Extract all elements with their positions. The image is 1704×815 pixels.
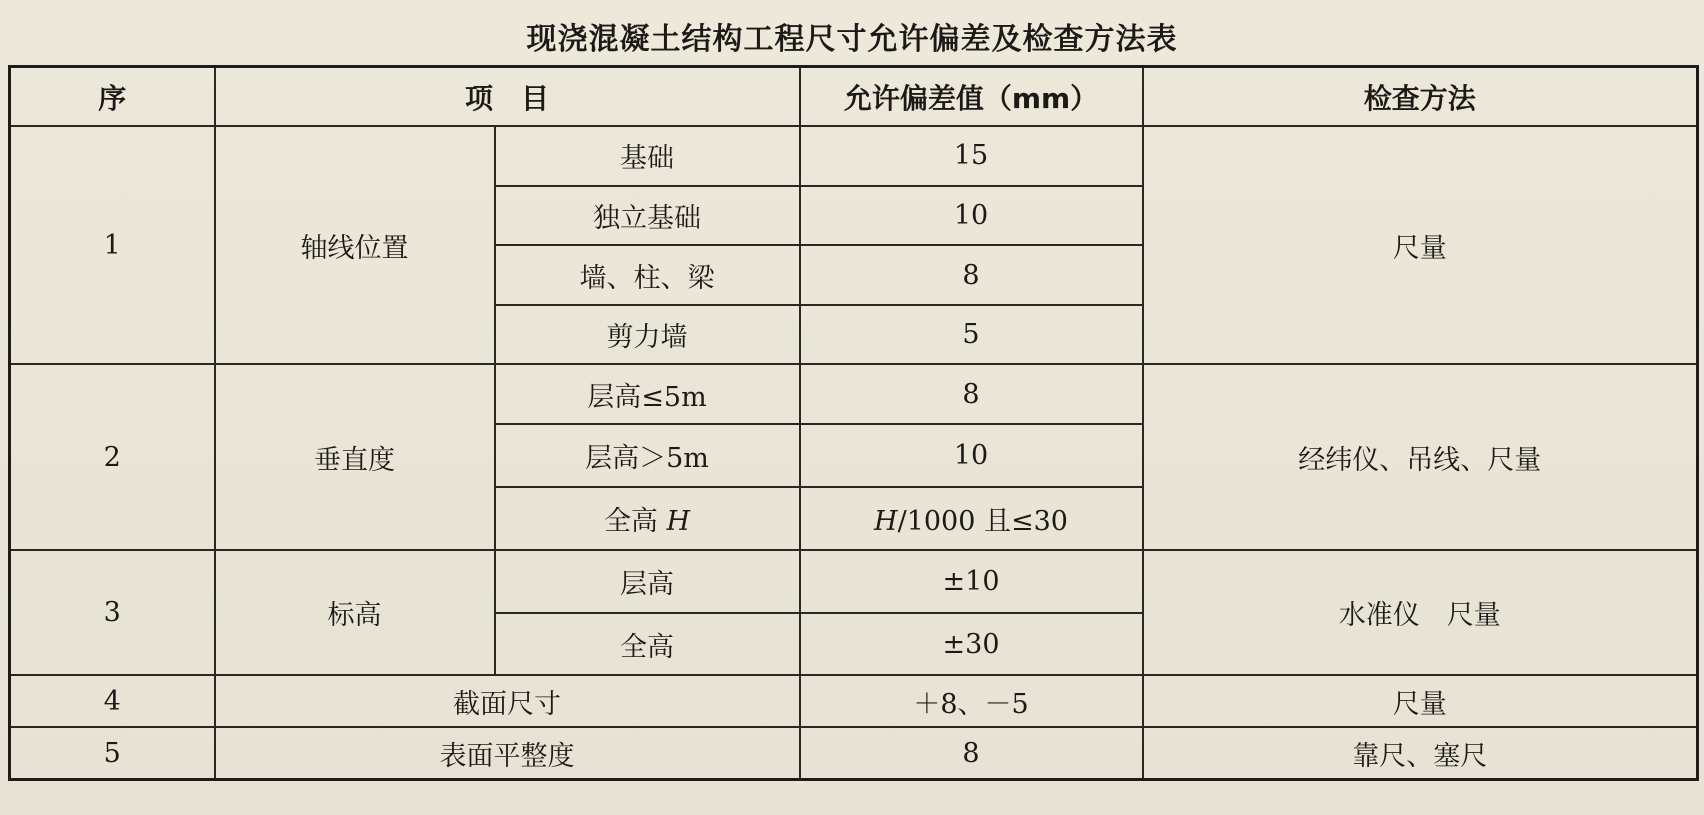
sub-item: 基础	[495, 126, 800, 186]
sub-item: 全高	[495, 613, 800, 676]
check-method: 经纬仪、吊线、尺量	[1143, 364, 1698, 549]
check-method: 水准仪 尺量	[1143, 550, 1698, 676]
header-item: 项 目	[215, 67, 800, 127]
sub-item-variable: H	[666, 505, 691, 537]
table-title: 现浇混凝土结构工程尺寸允许偏差及检查方法表	[526, 22, 1178, 57]
sub-item: 层高＞5m	[495, 424, 800, 487]
sub-item: 层高	[495, 550, 800, 613]
row-number: 2	[10, 364, 215, 549]
check-method: 靠尺、塞尺	[1143, 727, 1698, 779]
sub-item: 墙、柱、梁	[495, 245, 800, 305]
table-row	[10, 675, 1698, 727]
header-value: 允许偏差值（mm）	[800, 67, 1143, 127]
value-variable: H	[874, 505, 898, 537]
header-no: 序	[10, 67, 215, 127]
sub-item: 独立基础	[495, 186, 800, 246]
deviation-table	[8, 65, 1699, 781]
check-method: 尺量	[1143, 675, 1698, 727]
table-row	[10, 126, 1698, 186]
table-row	[10, 727, 1698, 779]
sub-item: 剪力墙	[495, 305, 800, 365]
sub-item	[495, 487, 800, 550]
row-number: 3	[10, 550, 215, 676]
item-name: 表面平整度	[215, 727, 800, 779]
deviation-value: ＋8、－5	[800, 675, 1143, 727]
item-name: 轴线位置	[215, 126, 495, 364]
sub-item: 层高≤5m	[495, 364, 800, 424]
sub-item-prefix: 全高	[603, 505, 667, 537]
deviation-value: ±30	[800, 613, 1143, 676]
deviation-value: 10	[800, 186, 1143, 246]
row-number: 4	[10, 675, 215, 727]
deviation-value: 10	[800, 424, 1143, 487]
row-number: 5	[10, 727, 215, 779]
header-method: 检查方法	[1143, 67, 1698, 127]
deviation-value: 8	[800, 727, 1143, 779]
deviation-value: ±10	[800, 550, 1143, 613]
deviation-value	[800, 487, 1143, 550]
deviation-value: 8	[800, 245, 1143, 305]
deviation-value: 5	[800, 305, 1143, 365]
item-name: 垂直度	[215, 364, 495, 549]
row-number: 1	[10, 126, 215, 364]
value-suffix: /1000 且≤30	[897, 505, 1068, 537]
header-row	[10, 67, 1698, 127]
deviation-value: 15	[800, 126, 1143, 186]
item-name: 截面尺寸	[215, 675, 800, 727]
item-name: 标高	[215, 550, 495, 676]
table-row	[10, 550, 1698, 613]
check-method: 尺量	[1143, 126, 1698, 364]
table-row	[10, 364, 1698, 424]
deviation-value: 8	[800, 364, 1143, 424]
